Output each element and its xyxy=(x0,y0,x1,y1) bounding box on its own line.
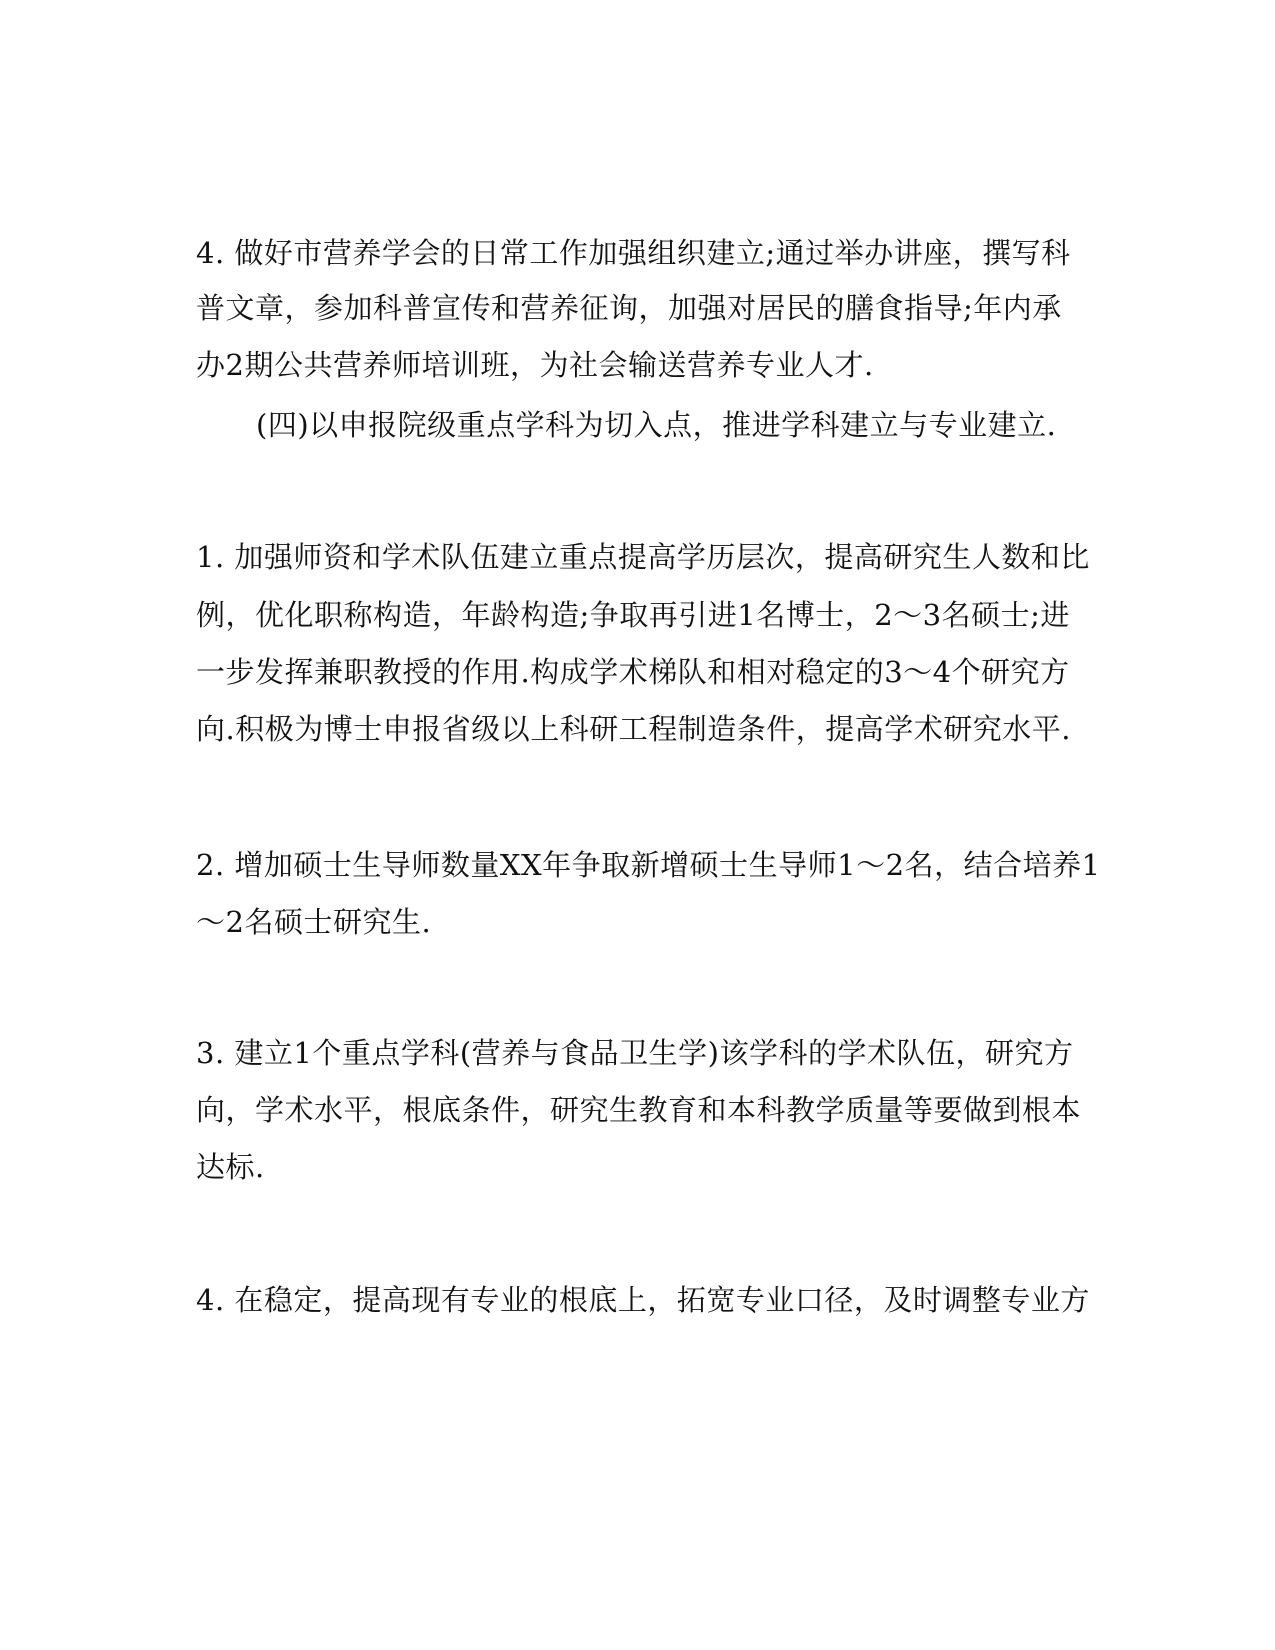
paragraph-4-line-2: 普文章，参加科普宣传和营养征询，加强对居民的膳食指导;年内承 xyxy=(196,291,1062,325)
item-3-line-1: 3. 建立1个重点学科(营养与食品卫生学)该学科的学术队伍，研究方 xyxy=(196,1036,1074,1070)
item-1-line-3: 一步发挥兼职教授的作用.构成学术梯队和相对稳定的3～4个研究方 xyxy=(196,655,1070,689)
paragraph-4-line-3: 办2期公共营养师培训班，为社会输送营养专业人才. xyxy=(196,348,874,382)
section-heading-4: (四)以申报院级重点学科为切入点，推进学科建立与专业建立. xyxy=(256,408,1057,442)
item-1-line-4: 向.积极为博士申报省级以上科研工程制造条件，提高学术研究水平. xyxy=(196,712,1071,746)
item-4-line-1: 4. 在稳定，提高现有专业的根底上，拓宽专业口径，及时调整专业方 xyxy=(196,1283,1090,1317)
item-3-line-2: 向，学术水平，根底条件，研究生教育和本科教学质量等要做到根本 xyxy=(196,1093,1082,1127)
item-1-line-1: 1. 加强师资和学术队伍建立重点提高学历层次，提高研究生人数和比 xyxy=(196,540,1090,574)
item-2-line-1: 2. 增加硕士生导师数量XX年争取新增硕士生导师1～2名，结合培养1 xyxy=(196,848,1101,882)
paragraph-4-line-1: 4. 做好市营养学会的日常工作加强组织建立;通过举办讲座，撰写科 xyxy=(196,236,1071,270)
item-2-line-2: ～2名硕士研究生. xyxy=(196,905,432,939)
item-3-line-3: 达标. xyxy=(196,1150,265,1184)
item-1-line-2: 例，优化职称构造，年龄构造;争取再引进1名博士，2～3名硕士;进 xyxy=(196,598,1070,632)
